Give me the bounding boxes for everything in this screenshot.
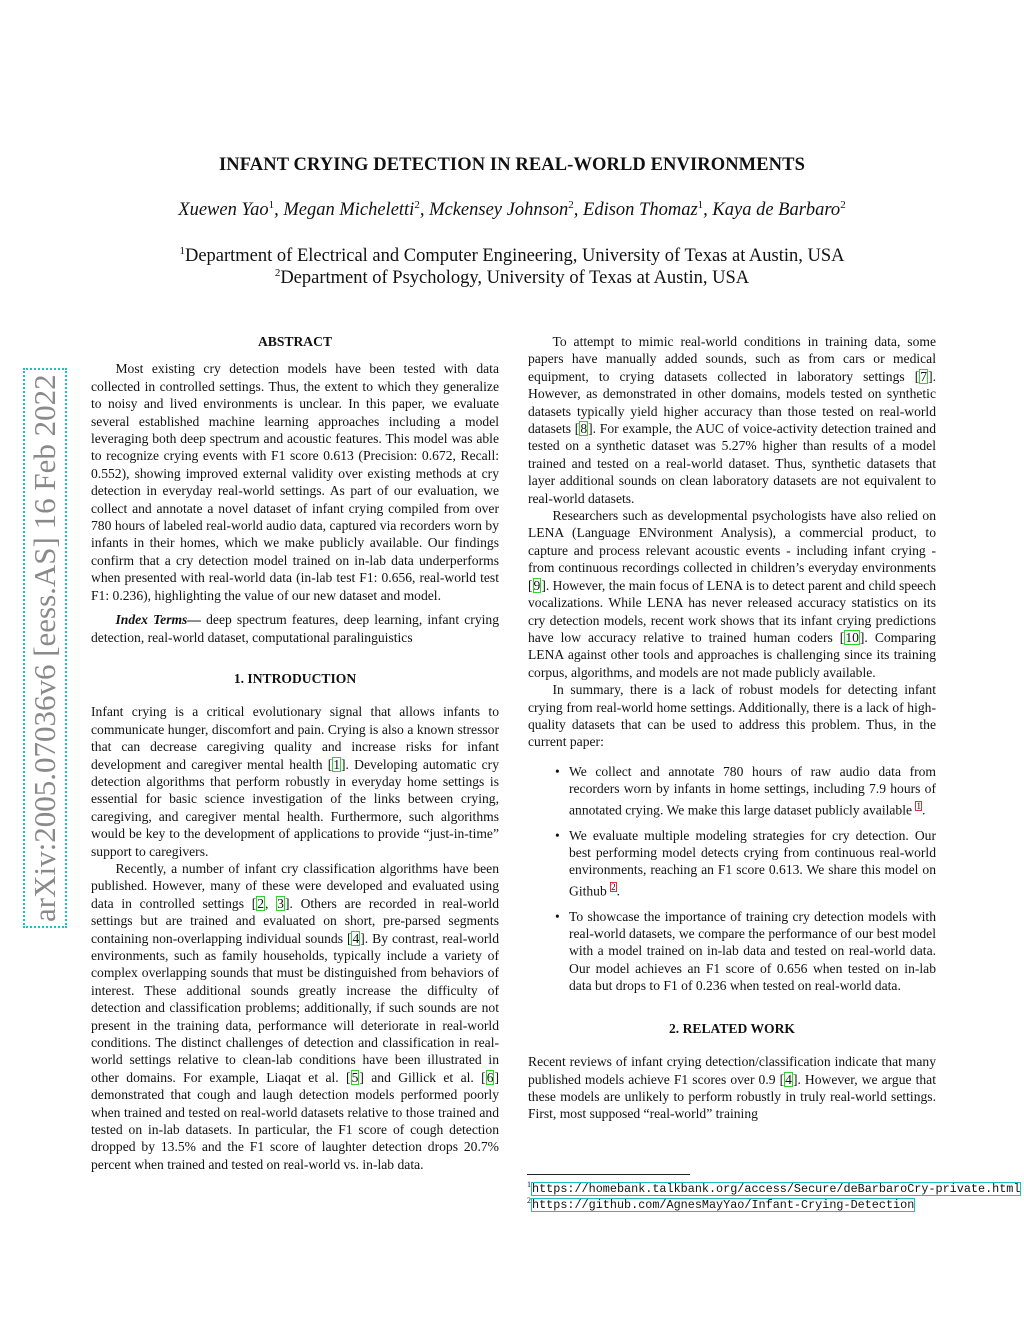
list-item: [528, 827, 936, 900]
footnote-url-link[interactable]: https://homebank.talkbank.org/access/Secure/deBarbaroCry-private.html: [532, 1181, 1021, 1196]
author-affil-sup: 2: [414, 199, 420, 211]
affiliation-1: [0, 245, 1024, 267]
footnote-1: [527, 1180, 1024, 1196]
author-sep: ,: [419, 200, 430, 221]
text-run: .: [921, 802, 926, 818]
footnote-url-link[interactable]: https://github.com/AgnesMayYao/Infant-Crying-Detection: [532, 1197, 915, 1212]
citation-link[interactable]: 7: [920, 368, 928, 384]
text-run: ]. Developing automatic cry detection algorithms that perform robustly in everyday home settings is essential for basic science investigation of the links between crying, caregiving, and caregiver mental health. Furthermore, such algorithms would be key to the development of applications to provide “just-in-time” support to caregivers.: [91, 756, 499, 859]
text-run: ]. By contrast, real-world environments, such as family households, typically include a variety of complex overlapping sounds that must be distinguished from behaviors of interest. These additional sounds greatly increase the difficulty of detection and classification problems; additionally, if such sounds are not present in the training data, performance will deteriorate in real-world conditions. The distinct challenges of detection and classification in real-world settings relative to clean-lab conditions have been illustrated in other domains. For example, Liaqat et al. [: [91, 930, 499, 1085]
summary-paragraph: In summary, there is a lack of robust models for detecting infant crying from real-world home settings. Additionally, there is a lack of high-quality datasets that can be used to address this problem. Thus, in the current paper:: [528, 682, 936, 750]
intro-paragraph-1: [91, 703, 499, 860]
text-run: ]. However, the main focus of LENA is to detect parent and child speech vocalizations. While LENA has never released accuracy statistics on its cry detection models, recent work shows that its infant crying predictions have low accuracy relative to trained human coders [: [528, 577, 937, 645]
text-run: ] and Gillick et al. [: [359, 1069, 486, 1085]
text-run: To attempt to mimic real-world conditions in training data, some papers have manually added sounds, such as from cars or medical equipment, to crying datasets collected in laboratory settings [: [528, 334, 936, 384]
list-item: [528, 763, 936, 819]
footnote-link[interactable]: 1: [916, 800, 921, 811]
author-affil-sup: 1: [268, 199, 275, 211]
citation-link[interactable]: 9: [533, 577, 541, 593]
citation-link[interactable]: 3: [277, 895, 284, 911]
text-run: Recently, a number of infant cry classification algorithms have been published. However, many of these were developed and evaluated using data in controlled settings [: [91, 860, 499, 911]
author-affil-sup: 2: [568, 199, 574, 211]
author-sep: ,: [703, 200, 713, 221]
text-run: ]. However, as demonstrated in other domains, models tested on synthetic datasets typically yield higher accuracy than those tested on real-world datasets [: [528, 368, 936, 437]
author-name: Mckensey Johnson: [429, 200, 569, 221]
text-run: We collect and annotate 780 hours of raw audio data from recorders worn by infants in home settings, including 7.9 hours of annotated crying. We make this large dataset publicly available: [569, 763, 936, 818]
text-run: Researchers such as developmental psychologists have also relied on LENA (Language ENvironment Analysis), a commercial product, to capture and process relevant acoustic events - including infant crying - from continuous recordings collected in children’s everyday environments [: [528, 508, 936, 593]
abstract-text: Most existing cry detection models have been tested with data collected in controlled settings. Thus, the extent to which they generalize to noisy and lived environments is unclear. In this paper, we evaluate several established machine learning approaches including a model leveraging both deep spectrum and acoustic features. This model was able to recognize crying events with F1 score 0.613 (Precision: 0.672, Recall: 0.552), showing improved external validity over existing methods at cry detection in everyday real-world settings. As part of our evaluation, we collect and annotate a novel dataset of infant crying compiled from over 780 hours of labeled real-world audio data, captured via recorders worn by infants in their homes, which we make publicly available. Our findings confirm that a cry detection model trained on in-lab data underperforms when presented with real-world data (in-lab test F1: 0.656, real-world test F1: 0.236), highlighting the value of our new dataset and model.: [91, 361, 499, 603]
text-run: To showcase the importance of training cry detection models with real-world datasets, we compare the performance of our best model with a model trained on in-lab data and tested on real-world data. Our model achieves an F1 score of 0.656 when tested on in-lab data but drops to F1 of 0.236 when tested on real-world data.: [569, 908, 936, 994]
bullet-icon: •: [555, 763, 560, 779]
author-name: Kaya de Barbaro: [712, 200, 841, 221]
bullet-icon: •: [555, 908, 560, 924]
citation-link[interactable]: 5: [351, 1069, 359, 1085]
index-terms: [91, 611, 499, 646]
text-run: ]. For example, the AUC of voice-activity detection trained and tested on a synthetic dataset was 5.27% higher than results of a model trained and tested on a real-world dataset. Thus, synthetic datasets that layer additional sounds on clean laboratory datasets are not equivalent to real-world datasets.: [528, 421, 936, 506]
text-run: ]. Others are recorded in real-world settings but are trained and evaluated on short, pre-parsed segments containing non-overlapping individual sounds [: [91, 895, 499, 946]
footnote-number: 1: [527, 1180, 531, 1189]
affil-sup: 2: [274, 267, 281, 279]
author-affil-sup: 1: [697, 199, 704, 211]
footnote-number: 2: [527, 1196, 531, 1205]
author-name: Megan Micheletti: [283, 200, 415, 221]
author-name: Edison Thomaz: [583, 200, 698, 221]
footnote-rule: [527, 1174, 690, 1175]
related-paragraph-lena: [528, 507, 936, 681]
affil-text: Department of Electrical and Computer Engineering, University of Texas at Austin, USA: [184, 246, 845, 267]
related-work-paragraph: [528, 1053, 936, 1123]
author-name: Xuewen Yao: [178, 200, 269, 221]
intro-paragraph-2: [91, 860, 499, 1173]
affil-sup: 1: [179, 245, 185, 257]
text-run: We evaluate multiple modeling strategies for cry detection. Our best performing model detects crying from continuous real-world environments, reaching an F1 score 0.613. We share this model on Github: [569, 827, 936, 899]
citation-link[interactable]: 2: [257, 895, 265, 911]
footnote-2: [527, 1196, 1024, 1212]
author-affil-sup: 2: [840, 199, 846, 211]
affil-text: Department of Psychology, University of Texas at Austin, USA: [280, 268, 750, 289]
footnote-link[interactable]: 2: [611, 881, 616, 892]
left-column: [91, 333, 499, 1173]
citation-link[interactable]: 8: [580, 421, 588, 437]
section-1-heading: 1. INTRODUCTION: [233, 670, 357, 686]
author-sep: ,: [573, 200, 584, 221]
citation-link[interactable]: 10: [845, 629, 859, 645]
text-run: Infant crying is a critical evolutionary signal that allows infants to communicate hunger, discomfort and pain. Crying is also a known stressor that can decrease caregiving quality and increase risks for infant development and caregiver mental health [: [91, 704, 499, 772]
text-run: ,: [265, 895, 277, 911]
arxiv-identifier-stamp[interactable]: arXiv:2005.07036v6 [eess.AS] 16 Feb 2022: [27, 374, 62, 922]
author-sep: ,: [274, 200, 284, 221]
citation-link[interactable]: 1: [333, 756, 341, 772]
contributions-list: [528, 763, 936, 995]
affiliation-2: [0, 267, 1024, 289]
text-run: ]. Comparing LENA against other tools and approaches is challenging since its training corpus, algorithms, and models are not made publicly available.: [528, 629, 936, 680]
index-terms-label: Index Terms—: [115, 612, 201, 628]
text-run: ] demonstrated that cough and laugh detection models performed poorly when trained and tested on real-world datasets relative to those trained and tested on in-lab datasets. In particular, the F1 score of cough detection dropped by 13.5% and the F1 score of laughter detection drops 20.7% percent when trained and tested on real-world vs. in-lab data.: [91, 1069, 500, 1172]
text-run: .: [616, 883, 621, 899]
text-run: Recent reviews of infant crying detection/classification indicate that many published models achieve F1 scores over 0.9 [: [528, 1054, 936, 1087]
author-list: [0, 199, 1024, 221]
text-run: ]. However, we argue that these models are unlikely to perform robustly in truly real-world settings. First, most supposed “real-world” training: [528, 1071, 936, 1122]
right-column: [528, 333, 936, 1123]
paper-title: INFANT CRYING DETECTION IN REAL-WORLD ENVIRONMENTS: [219, 155, 805, 175]
bullet-icon: •: [555, 827, 560, 843]
abstract-heading: ABSTRACT: [257, 334, 333, 349]
citation-link[interactable]: 6: [486, 1069, 494, 1085]
section-2-heading: 2. RELATED WORK: [668, 1020, 795, 1036]
citation-link[interactable]: 4: [352, 930, 360, 946]
related-paragraph-synthetic: [528, 333, 936, 507]
index-terms-text: deep spectrum features, deep learning, infant crying detection, real-world dataset, computational paralinguistics: [91, 612, 499, 645]
list-item: [528, 908, 936, 995]
citation-link[interactable]: 4: [785, 1071, 792, 1087]
